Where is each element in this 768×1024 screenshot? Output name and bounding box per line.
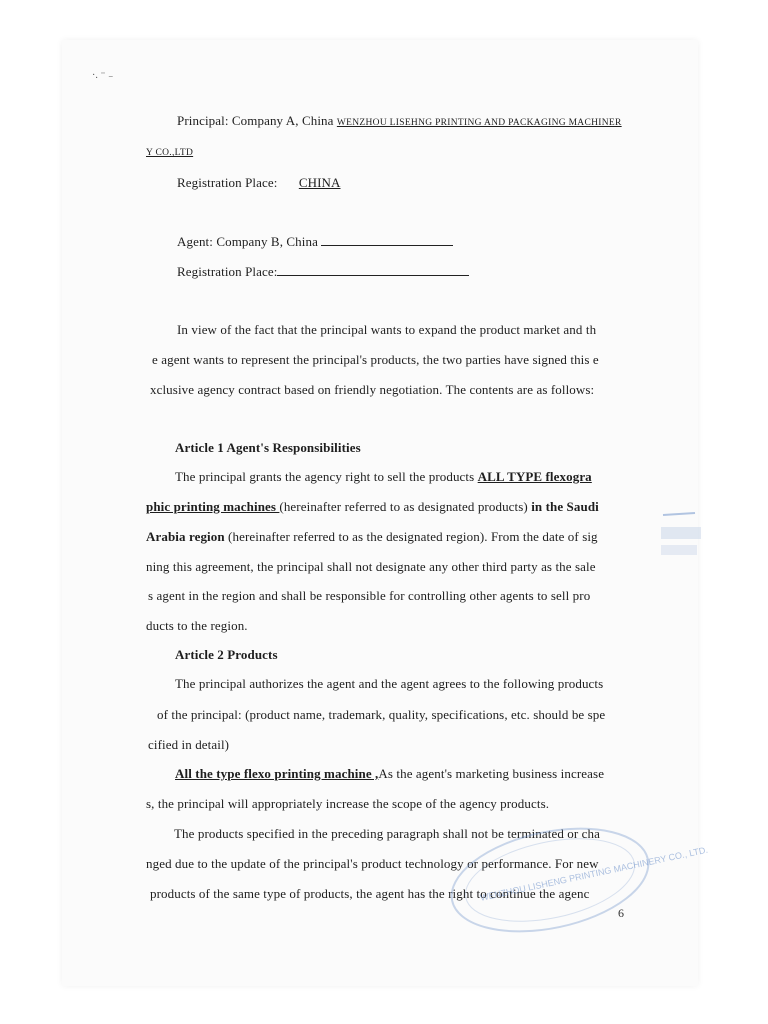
designated-products: ALL TYPE flexogra <box>477 469 592 484</box>
principal-company: WENZHOU LISEHNG PRINTING AND PACKAGING MACHINER <box>336 118 622 128</box>
article-2-line-7: nged due to the update of the principal's product technology or performance. For new <box>146 856 599 871</box>
intro-line-1: In view of the fact that the principal wants to expand the product market and th <box>177 322 597 337</box>
article-2-text: As the agent's marketing business increase <box>378 766 605 781</box>
article-2-line-8: products of the same type of products, the agent has the right to continue the agenc <box>150 886 590 901</box>
article-2-line-3: cified in detail) <box>148 737 230 752</box>
registration-line <box>177 175 351 191</box>
designated-products-cont: phic printing machines <box>146 499 280 514</box>
agent-label: Agent: Company B, China <box>177 234 318 249</box>
intro-line-2: e agent wants to represent the principal's products, the two parties have signed this e <box>152 352 599 367</box>
agent-registration-line <box>177 264 469 280</box>
agent-line <box>177 234 453 250</box>
scan-mark: ·. ⁻ ₋ <box>92 70 114 81</box>
article-2-line-5: s, the principal will appropriately increase the scope of the agency products. <box>146 796 550 811</box>
article-2-line-2: of the principal: (product name, trademark, quality, specifications, etc. should be spe <box>157 707 606 722</box>
article-1-text: (hereinafter referred to as designated products) <box>279 499 532 514</box>
article-1-line-3 <box>146 529 598 545</box>
article-2-line-4 <box>175 766 604 782</box>
article-1-line-6: ducts to the region. <box>146 618 248 633</box>
article-1-text: (hereinafter referred to as the designated region). From the date of sig <box>224 529 598 544</box>
designated-region-cont: Arabia region <box>146 529 225 544</box>
article-1-text: The principal grants the agency right to sell the products <box>175 469 478 484</box>
registration-label: Registration Place: <box>177 175 278 190</box>
intro-line-3: xclusive agency contract based on friendly negotiation. The contents are as follows: <box>150 382 595 397</box>
article-1-line-1 <box>175 469 592 485</box>
principal-line <box>177 113 622 131</box>
article-1-title: Article 1 Agent's Responsibilities <box>175 440 361 455</box>
principal-prefix: Principal: Company A, China <box>177 113 337 128</box>
principal-company-cont: Y CO.,LTD <box>146 148 194 158</box>
agent-registration-label: Registration Place: <box>177 264 278 279</box>
registration-value: CHINA <box>298 175 341 190</box>
agency-products: All the type flexo printing machine , <box>175 766 379 781</box>
agent-name-blank <box>321 234 453 246</box>
agent-registration-blank <box>277 264 469 276</box>
article-2-line-6: The products specified in the preceding paragraph shall not be terminated or cha <box>174 826 601 841</box>
svg-text:WENZHOU LISHENG PRINTING MACHI: WENZHOU LISHENG PRINTING MACHINERY CO., LTD. <box>479 844 709 903</box>
article-1-line-2 <box>146 499 599 515</box>
article-1-line-5: s agent in the region and shall be responsible for controlling other agents to sell pro <box>148 588 591 603</box>
page-number: 6 <box>618 906 624 920</box>
article-1-line-4: ning this agreement, the principal shall not designate any other third party as the sale <box>146 559 596 574</box>
article-2-title: Article 2 Products <box>175 647 278 662</box>
article-2-line-1: The principal authorizes the agent and the agent agrees to the following products <box>175 676 604 691</box>
designated-region: in the Saudi <box>531 499 599 514</box>
